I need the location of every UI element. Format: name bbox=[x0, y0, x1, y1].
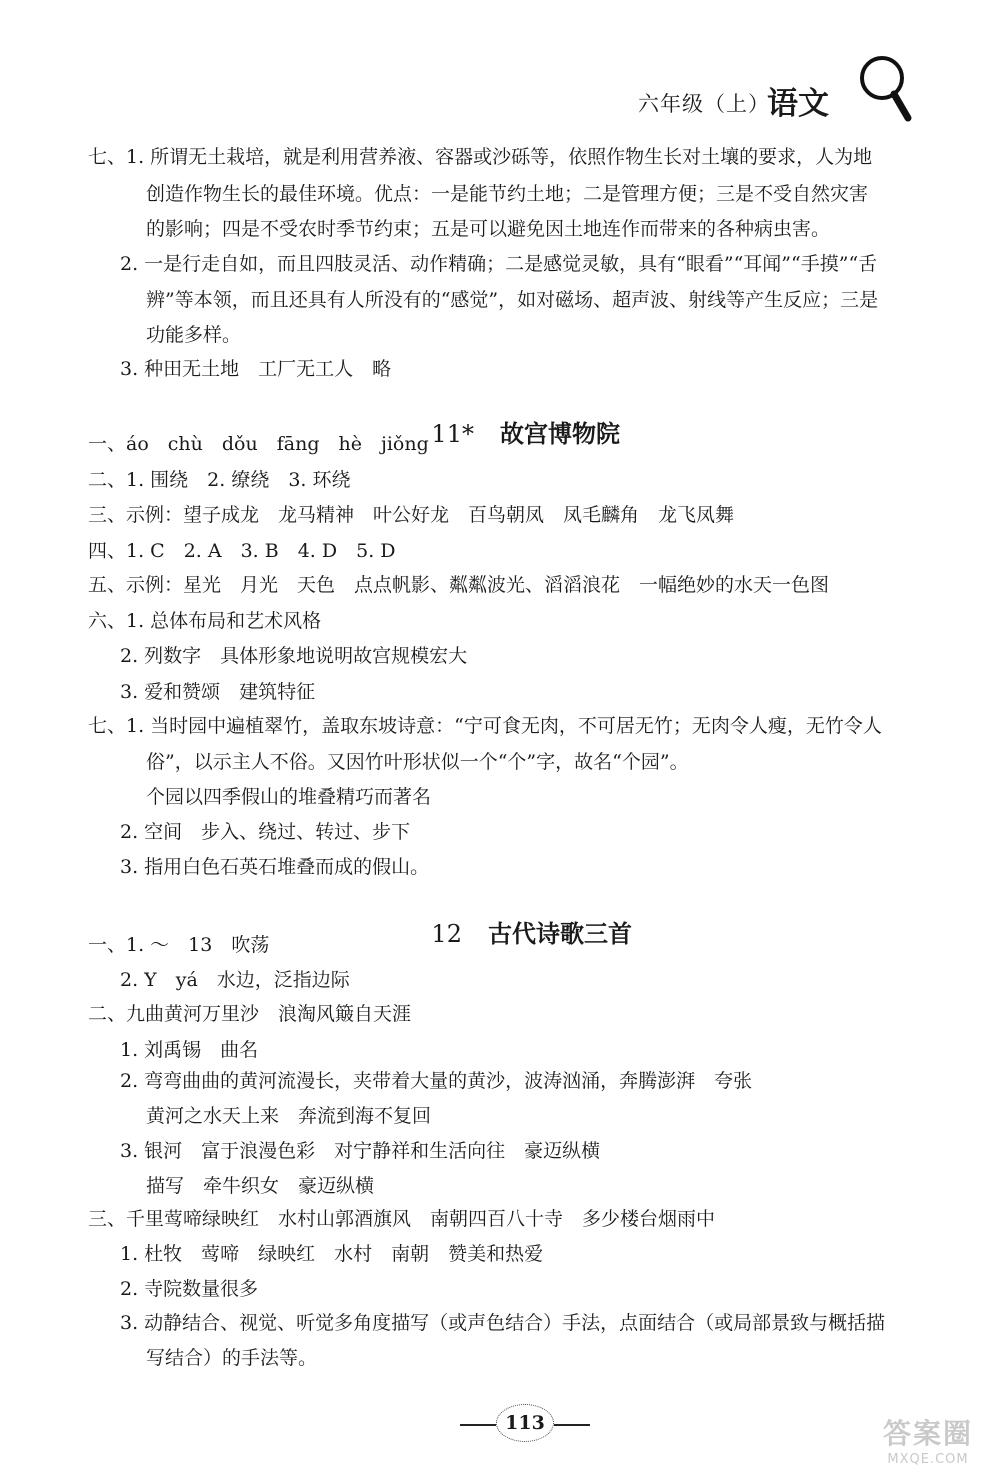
answer-line: 描写 牵牛织女 豪迈纵横 bbox=[146, 1175, 375, 1197]
answer-line: 2. 空间 步入、绕过、转过、步下 bbox=[120, 821, 411, 843]
answer-line: 三、千里莺啼绿映红 水村山郭酒旗风 南朝四百八十寺 多少楼台烟雨中 bbox=[88, 1208, 716, 1230]
lesson-title: 故宫博物院 bbox=[499, 420, 620, 448]
answer-line: 2. 一是行走自如，而且四肢灵活、动作精确；二是感觉灵敏，具有“眼看”“耳闻”“手摸”“舌 bbox=[120, 253, 878, 275]
page-footer bbox=[460, 1404, 590, 1444]
answer-line: 功能多样。 bbox=[146, 324, 242, 346]
footer-rule-right bbox=[554, 1424, 590, 1426]
answer-line: 二、1. 围绕 2. 缭绕 3. 环绕 bbox=[88, 469, 351, 491]
answer-line: 六、1. 总体布局和艺术风格 bbox=[88, 610, 322, 632]
watermark bbox=[868, 1412, 988, 1472]
lesson-number: 11* bbox=[431, 420, 474, 448]
grade-label: 六年级（上） bbox=[638, 92, 770, 116]
answer-line: 的影响；四是不受农时季节约束；五是可以避免因土地连作而带来的各种病虫害。 bbox=[146, 218, 831, 240]
answer-line: 3. 银河 富于浪漫色彩 对宁静祥和生活向往 豪迈纵横 bbox=[120, 1140, 601, 1162]
lesson-title: 古代诗歌三首 bbox=[487, 920, 632, 948]
answer-line: 2. 列数字 具体形象地说明故宫规模宏大 bbox=[120, 645, 468, 667]
answer-line: 七、1. 所谓无土栽培，就是利用营养液、容器或沙砾等，依照作物生长对土壤的要求，人为地 bbox=[88, 146, 873, 168]
answer-line: 写结合）的手法等。 bbox=[146, 1347, 318, 1369]
lesson-number: 12 bbox=[431, 920, 462, 948]
section-heading bbox=[398, 889, 632, 979]
answer-line: 四、1. C 2. A 3. B 4. D 5. D bbox=[88, 540, 396, 562]
answer-line: 2. 寺院数量很多 bbox=[120, 1278, 259, 1300]
page-number: 113 bbox=[496, 1404, 554, 1442]
answer-line: 2. Y yá 水边，泛指边际 bbox=[120, 969, 350, 991]
answer-line: 七、1. 当时园中遍植翠竹，盖取东坡诗意：“宁可食无肉，不可居无竹；无肉令人瘦，无竹令人 bbox=[88, 715, 882, 737]
answer-line: 3. 动静结合、视觉、听觉多角度描写（或声色结合）手法，点面结合（或局部景致与概括描 bbox=[120, 1312, 886, 1334]
answer-line: 1. 杜牧 莺啼 绿映红 水村 南朝 赞美和热爱 bbox=[120, 1243, 544, 1265]
answer-line: 三、示例：望子成龙 龙马精神 叶公好龙 百鸟朝凤 凤毛麟角 龙飞凤舞 bbox=[88, 504, 735, 526]
answer-line: 黄河之水天上来 奔流到海不复回 bbox=[146, 1105, 432, 1127]
answer-line: 1. 刘禹锡 曲名 bbox=[120, 1039, 259, 1061]
answer-line: 一、1. ～ 13 吹荡 bbox=[88, 934, 270, 956]
section-heading bbox=[398, 389, 620, 479]
answer-line: 五、示例：星光 月光 天色 点点帆影、粼粼波光、滔滔浪花 一幅绝妙的水天一色图 bbox=[88, 574, 830, 596]
answer-line: 创造作物生长的最佳环境。优点：一是能节约土地；二是管理方便；三是不受自然灾害 bbox=[146, 183, 869, 205]
answer-line: 辨”等本领，而且还具有人所没有的“感觉”，如对磁场、超声波、射线等产生反应；三是 bbox=[146, 289, 879, 311]
footer-rule-left bbox=[460, 1424, 496, 1426]
answer-line: 二、九曲黄河万里沙 浪淘风簸自天涯 bbox=[88, 1003, 412, 1025]
answer-line: 3. 爱和赞颂 建筑特征 bbox=[120, 681, 316, 703]
answer-line: 个园以四季假山的堆叠精巧而著名 bbox=[146, 786, 432, 808]
subject-label: 语文 bbox=[767, 86, 829, 122]
answer-line: 一、áo chù dǒu fāng hè jiǒng bbox=[88, 433, 429, 455]
watermark-url: MXQE.COM bbox=[887, 1452, 969, 1467]
answer-line: 3. 指用白色石英石堆叠而成的假山。 bbox=[120, 856, 430, 878]
answer-line: 3. 种田无土地 工厂无工人 略 bbox=[120, 358, 392, 380]
answer-line: 俗”，以示主人不俗。又因竹叶形状似一个“个”字，故名“个园”。 bbox=[146, 751, 689, 773]
watermark-text: 答案圈 bbox=[882, 1417, 973, 1450]
answer-line: 2. 弯弯曲曲的黄河流漫长，夹带着大量的黄沙，波涛汹涌，奔腾澎湃 夸张 bbox=[120, 1070, 753, 1092]
